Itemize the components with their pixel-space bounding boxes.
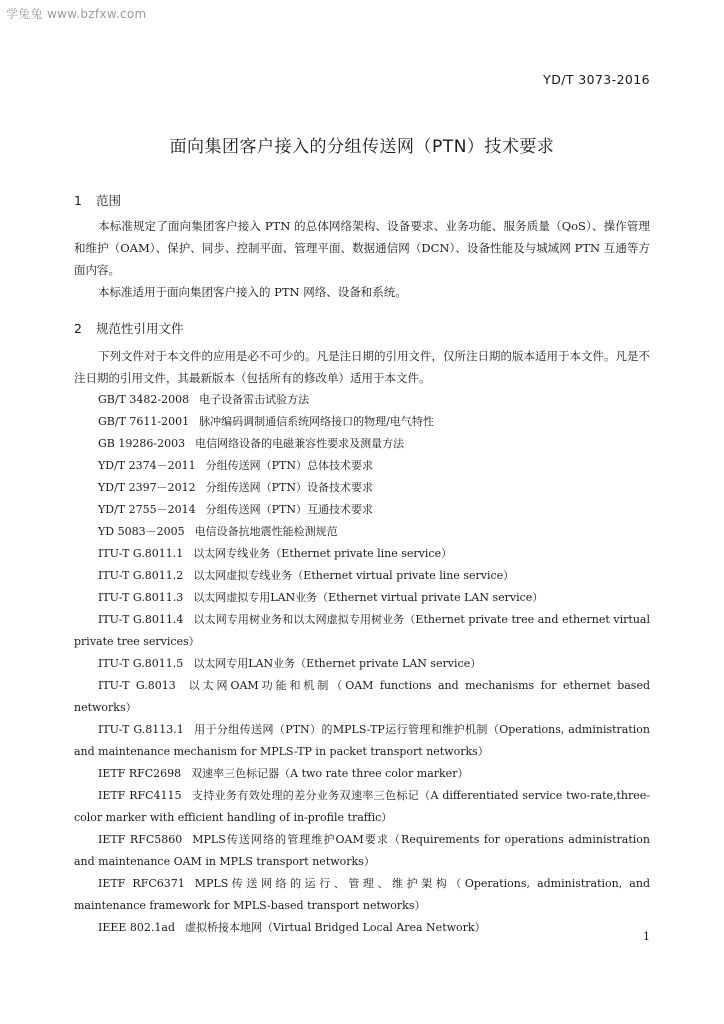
reference-title: 双速率三色标记器（A two rate three color marker）	[191, 767, 469, 780]
reference-title: 分组传送网（PTN）设备技术要求	[205, 481, 373, 494]
paragraph-text: 本标准适用于面向集团客户接入的 PTN 网络、设备和系统。	[98, 285, 407, 299]
reference-code: ITU-T G.8011.5	[98, 657, 184, 670]
reference-item	[74, 455, 650, 477]
reference-item	[74, 587, 650, 609]
reference-code: YD/T 2397－2012	[98, 481, 196, 494]
reference-item	[74, 873, 650, 917]
reference-code: GB/T 7611-2001	[98, 415, 190, 428]
reference-title: MPLS传送网络的管理维护OAM要求（Requirements for operations administration and maintenance OAM in MPLS transport networks）	[74, 833, 650, 868]
reference-code: GB 19286-2003	[98, 437, 186, 450]
reference-code: ITU-T G.8011.1	[98, 547, 184, 560]
reference-code: YD 5083－2005	[98, 525, 185, 538]
reference-title: 电信网络设备的电磁兼容性要求及测量方法	[195, 437, 405, 450]
reference-title: 分组传送网（PTN）总体技术要求	[205, 459, 373, 472]
reference-item	[74, 829, 650, 873]
reference-code: ITU-T G.8013	[98, 679, 176, 692]
standard-code: YD/T 3073-2016	[543, 72, 650, 87]
section-heading-normative-references	[74, 319, 184, 337]
reference-title: 以太网虚拟专用LAN业务（Ethernet virtual private LAN service）	[193, 591, 544, 604]
section-heading-scope	[74, 191, 121, 209]
reference-code: IETF RFC5860	[98, 833, 183, 846]
reference-code: ITU-T G.8011.2	[98, 569, 184, 582]
reference-item	[74, 609, 650, 653]
reference-item	[74, 675, 650, 719]
section-number: 1	[74, 193, 82, 208]
page-number: 1	[643, 930, 650, 943]
section-number: 2	[74, 321, 82, 336]
reference-item	[74, 785, 650, 829]
reference-item	[74, 917, 650, 939]
reference-code: YD/T 2374－2011	[98, 459, 196, 472]
reference-title: 用于分组传送网（PTN）的MPLS-TP运行管理和维护机制（Operations, administration and maintenance mechanism for MPLS-TP in packet transport networks）	[74, 723, 650, 758]
reference-item	[74, 543, 650, 565]
reference-item	[74, 389, 650, 411]
section-title: 范围	[96, 193, 122, 208]
reference-item	[74, 719, 650, 763]
document-title: 面向集团客户接入的分组传送网（PTN）技术要求	[169, 137, 555, 157]
reference-code: ITU-T G.8113.1	[98, 723, 184, 736]
reference-item	[74, 521, 650, 543]
reference-code: GB/T 3482-2008	[98, 393, 190, 406]
scope-paragraph-2	[74, 281, 650, 303]
watermark: 学兔兔 www.bzfxw.com	[6, 7, 147, 21]
reference-code: IEEE 802.1ad	[98, 921, 176, 934]
reference-code: ITU-T G.8011.4	[98, 613, 184, 626]
reference-title: 以太网专用树业务和以太网虚拟专用树业务（Ethernet private tree and ethernet virtual private tree services）	[74, 613, 650, 648]
reference-item	[74, 565, 650, 587]
reference-item	[74, 763, 650, 785]
reference-item	[74, 433, 650, 455]
reference-title: 以太网OAM功能和机制（OAM functions and mechanisms for ethernet based networks）	[74, 679, 651, 714]
reference-code: YD/T 2755－2014	[98, 503, 196, 516]
reference-title: MPLS传送网络的运行、管理、维护架构（Operations, administration, and maintenance framework for MPLS-based transport networks）	[74, 877, 650, 912]
reference-item	[74, 477, 650, 499]
reference-title: 支持业务有效处理的差分业务双速率三色标记（A differentiated service two-rate,three-color marker with efficient handling of in-profile traffic）	[74, 789, 650, 824]
reference-code: IETF RFC2698	[98, 767, 182, 780]
reference-list	[74, 389, 650, 939]
references-intro-paragraph	[74, 345, 650, 389]
reference-title: 虚拟桥接本地网（Virtual Bridged Local Area Network）	[185, 921, 486, 934]
scope-paragraph-1	[74, 215, 650, 281]
reference-item	[74, 653, 650, 675]
reference-title: 电信设备抗地震性能检测规范	[194, 525, 338, 538]
reference-title: 分组传送网（PTN）互通技术要求	[205, 503, 373, 516]
reference-code: IETF RFC4115	[98, 789, 182, 802]
paragraph-text: 下列文件对于本文件的应用是必不可少的。凡是注日期的引用文件，仅所注日期的版本适用于本文件。凡是不注日期的引用文件，其最新版本（包括所有的修改单）适用于本文件。	[74, 349, 650, 385]
reference-code: IETF RFC6371	[98, 877, 185, 890]
reference-title: 以太网专线业务（Ethernet private line service）	[193, 547, 453, 560]
reference-item	[74, 499, 650, 521]
paragraph-text: 本标准规定了面向集团客户接入 PTN 的总体网络架构、设备要求、业务功能、服务质量（QoS）、操作管理和维护（OAM）、保护、同步、控制平面、管理平面、数据通信网（DCN）、设备性能及与城域网 PTN 互通等方面内容。	[74, 219, 650, 277]
reference-title: 以太网专用LAN业务（Ethernet private LAN service）	[193, 657, 482, 670]
reference-title: 以太网虚拟专线业务（Ethernet virtual private line service）	[193, 569, 515, 582]
reference-title: 脉冲编码调制通信系统网络接口的物理/电气特性	[199, 415, 434, 428]
reference-code: ITU-T G.8011.3	[98, 591, 184, 604]
reference-item	[74, 411, 650, 433]
section-title: 规范性引用文件	[96, 321, 184, 336]
reference-title: 电子设备雷击试验方法	[199, 393, 310, 406]
